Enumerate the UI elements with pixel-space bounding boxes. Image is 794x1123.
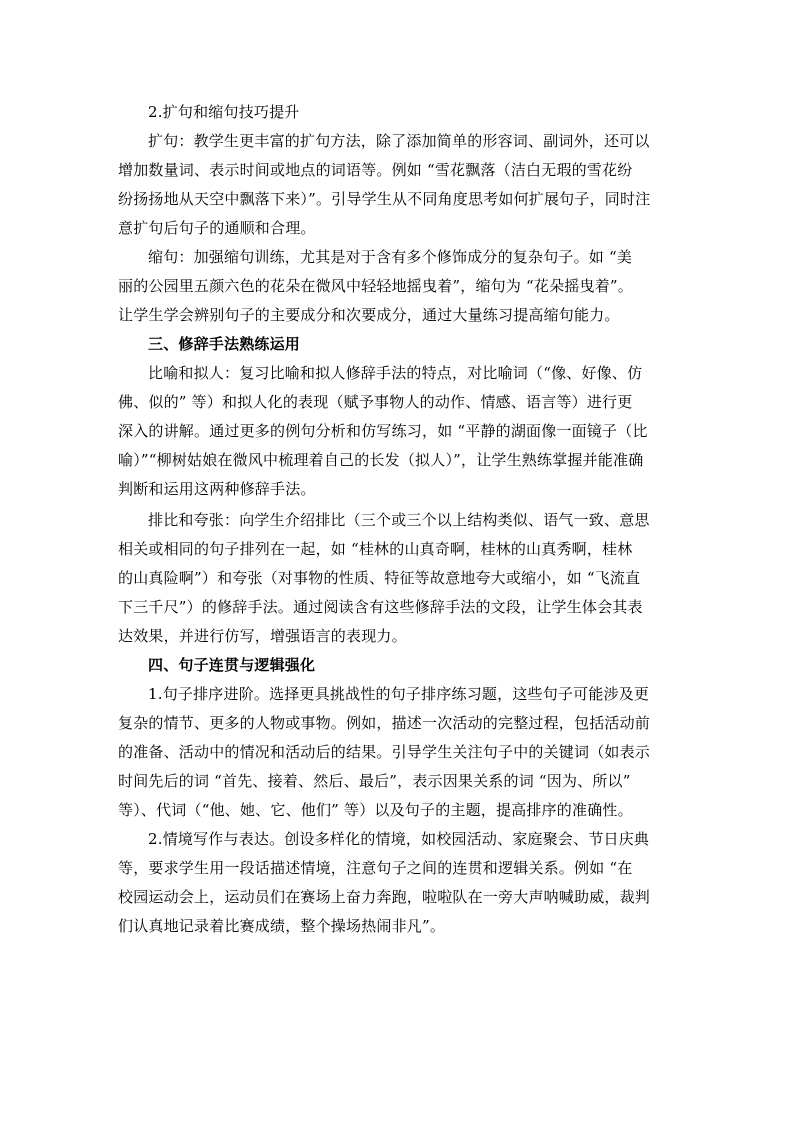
paragraph-line: 判断和运用这两种修辞手法。 [118, 480, 316, 498]
paragraph-parallel [118, 506, 684, 651]
paragraph-line: 佛、似的” 等）和拟人化的表现（赋予事物人的动作、情感、语言等）进行更 [118, 393, 633, 411]
paragraph-line: 缩句：加强缩句训练，尤其是对于含有多个修饰成分的复杂句子。如 “美 [148, 248, 633, 266]
paragraph-line: 比喻和拟人：复习比喻和拟人修辞手法的特点，对比喻词（“像、好像、仿 [148, 364, 643, 382]
paragraph-line: 们认真地记录着比赛成绩，整个操场热闹非凡”。 [118, 917, 446, 935]
paragraph-line: 下三千尺”）的修辞手法。通过阅读含有这些修辞手法的文段，让学生体会其表 [118, 598, 643, 616]
paragraph-line: 意扩句后句子的通顺和合理。 [118, 219, 316, 237]
paragraph-line: 深入的讲解。通过更多的例句分析和仿写练习，如 “平静的湖面像一面镜子（比 [118, 422, 648, 440]
paragraph-line: 达效果，并进行仿写，增强语言的表现力。 [118, 627, 407, 645]
paragraph-line: 等，要求学生用一段话描述情境，注意句子之间的连贯和逻辑关系。例如 “在 [118, 859, 633, 877]
paragraph-line: 时间先后的词 “首先、接着、然后、最后”，表示因果关系的词 “因为、所以” [118, 772, 631, 790]
paragraph-sentence-order [118, 680, 684, 825]
paragraph-line: 让学生学会辨别句子的主要成分和次要成分，通过大量练习提高缩句能力。 [118, 306, 620, 324]
paragraph-line: 2.情境写作与表达。创设多样化的情境，如校园活动、家庭聚会、节日庆典 [148, 830, 650, 848]
section-heading-coherence: 四、句子连贯与逻辑强化 [148, 656, 316, 674]
paragraph-shrink [118, 243, 684, 330]
paragraph-line: 排比和夸张：向学生介绍排比（三个或三个以上结构类似、语气一致、意思 [148, 511, 650, 529]
paragraph-line: 丽的公园里五颜六色的花朵在微风中轻轻地摇曳着”，缩句为 “花朵摇曳着”。 [118, 277, 633, 295]
document-page [118, 98, 684, 941]
paragraph-expand [118, 127, 684, 243]
section-heading-rhetoric: 三、修辞手法熟练运用 [148, 335, 301, 353]
paragraph-line: 1.句子排序进阶。选择更具挑战性的句子排序练习题，这些句子可能涉及更 [148, 685, 650, 703]
paragraph-line: 复杂的情节、更多的人物或事物。例如，描述一次活动的完整过程，包括活动前 [118, 714, 651, 732]
paragraph-metaphor [118, 359, 684, 504]
paragraph-line: 的准备、活动中的情况和活动后的结果。引导学生关注句子中的关键词（如表示 [118, 743, 651, 761]
paragraph-line: 扩句：教学生更丰富的扩句方法，除了添加简单的形容词、副词外，还可以 [148, 132, 650, 150]
paragraph-scene-writing [118, 825, 684, 941]
paragraph-line: 纷扬扬地从天空中飘落下来）”。引导学生从不同角度思考如何扩展句子，同时注 [118, 190, 651, 208]
paragraph-line: 校园运动会上，运动员们在赛场上奋力奔跑，啦啦队在一旁大声呐喊助威，裁判 [118, 888, 651, 906]
paragraph-line: 的山真险啊”）和夸张（对事物的性质、特征等故意地夸大或缩小，如 “飞流直 [118, 569, 641, 587]
paragraph-line: 相关或相同的句子排列在一起，如 “桂林的山真奇啊，桂林的山真秀啊，桂林 [118, 540, 633, 558]
subheading-expand-shrink: 2.扩句和缩句技巧提升 [148, 103, 300, 121]
paragraph-line: 喻）”“柳树姑娘在微风中梳理着自己的长发（拟人）”，让学生熟练掌握并能准确 [118, 451, 644, 469]
paragraph-line: 等）、代词（“他、她、它、他们” 等）以及句子的主题，提高排序的准确性。 [118, 801, 633, 819]
paragraph-line: 增加数量词、表示时间或地点的词语等。例如 “雪花飘落（洁白无瑕的雪花纷 [118, 161, 633, 179]
